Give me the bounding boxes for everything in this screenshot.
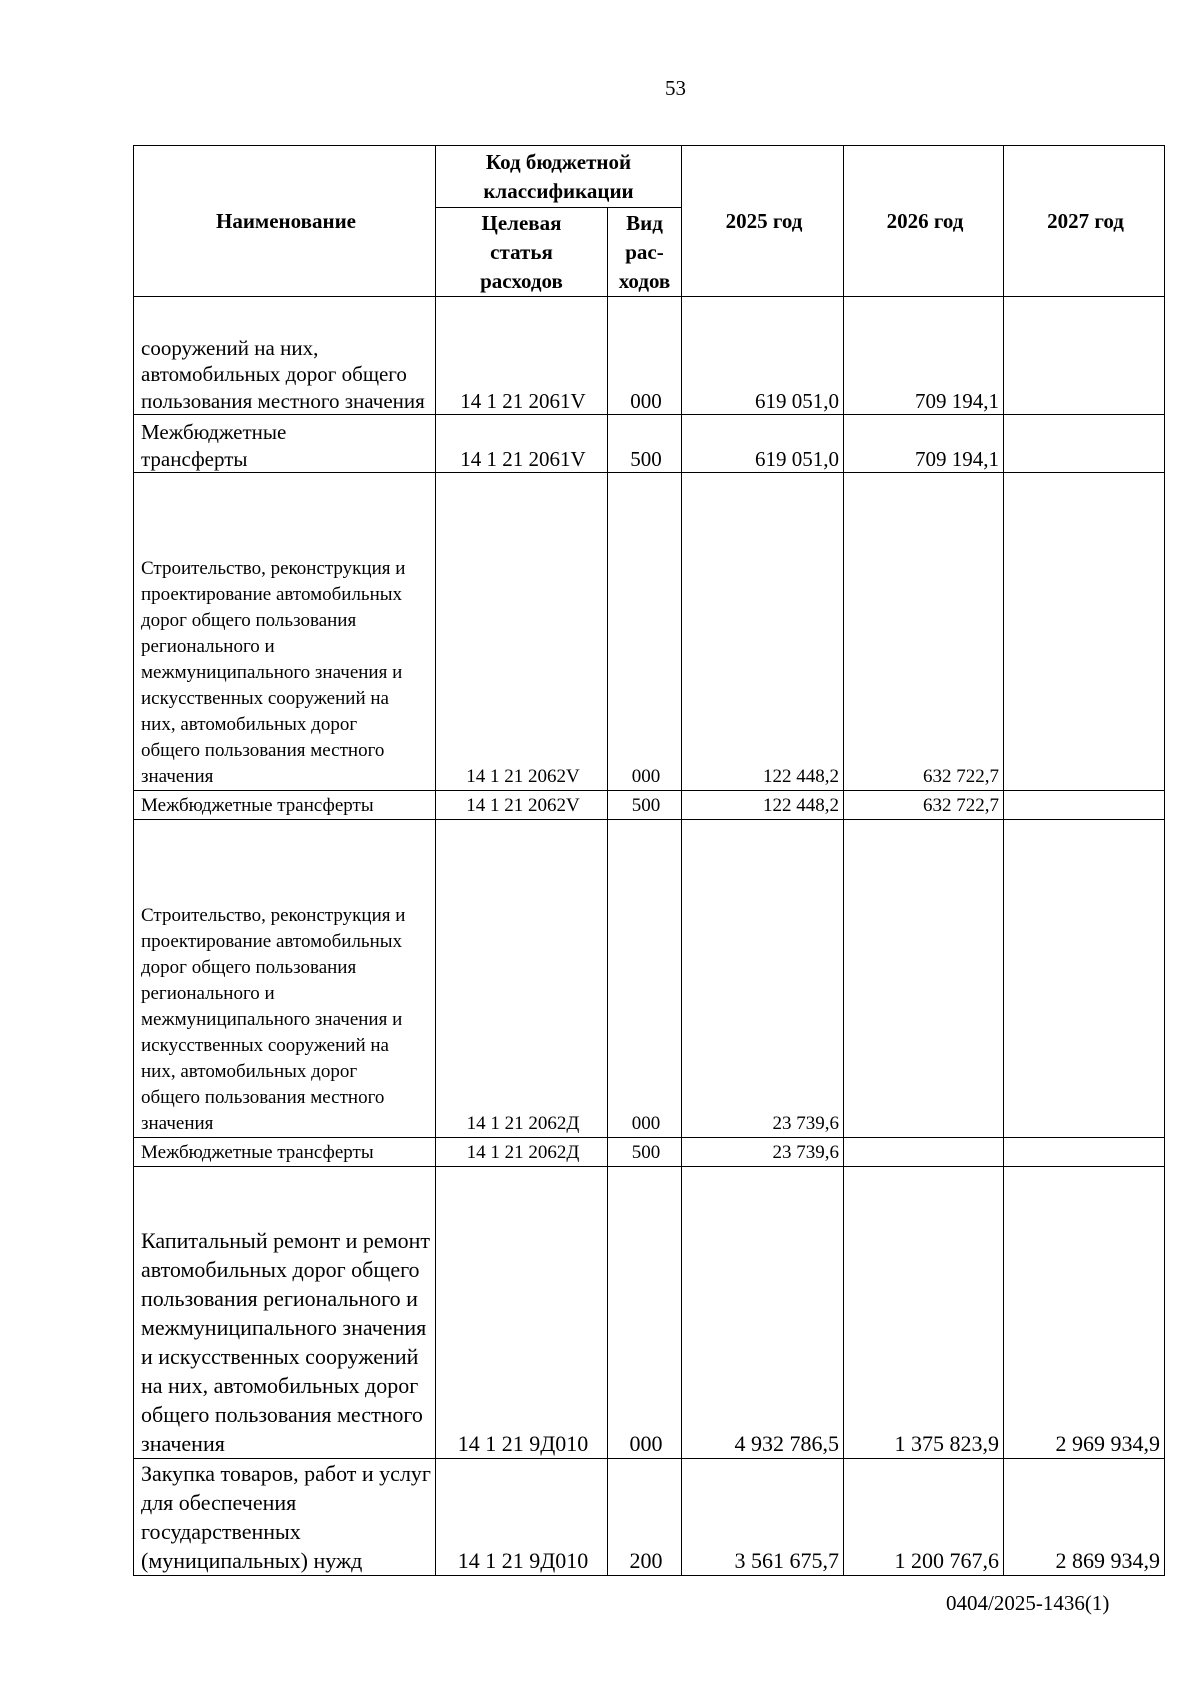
row-value-2027 [1004, 473, 1165, 791]
header-bcc-group: Код бюджетной классификации [436, 146, 682, 208]
row-value-2025: 23 739,6 [682, 1138, 844, 1167]
row-value-2026 [844, 1138, 1004, 1167]
row-value-2027 [1004, 791, 1165, 820]
row-expense-kind: 000 [608, 297, 682, 415]
row-target-code: 14 1 21 9Д010 [436, 1459, 608, 1576]
row-name: сооружений на них, автомобильных дорог общего пользования местного значения [134, 297, 436, 415]
row-target-code: 14 1 21 2061V [436, 415, 608, 473]
row-value-2027: 2 869 934,9 [1004, 1459, 1165, 1576]
document-code: 0404/2025-1436(1) [946, 1591, 1110, 1615]
row-value-2025: 3 561 675,7 [682, 1459, 844, 1576]
header-expense-kind: Вид рас-ходов [608, 208, 682, 297]
row-target-code: 14 1 21 2062Д [436, 1138, 608, 1167]
header-2025: 2025 год [682, 146, 844, 297]
row-expense-kind: 500 [608, 415, 682, 473]
table-row [134, 820, 1165, 1138]
header-2027: 2027 год [1004, 146, 1165, 297]
table-row [134, 1138, 1165, 1167]
row-value-2026: 1 200 767,6 [844, 1459, 1004, 1576]
row-value-2025: 619 051,0 [682, 415, 844, 473]
row-value-2026 [844, 820, 1004, 1138]
row-target-code: 14 1 21 2061V [436, 297, 608, 415]
row-expense-kind: 500 [608, 791, 682, 820]
row-value-2026: 709 194,1 [844, 415, 1004, 473]
budget-table [133, 145, 1165, 1576]
row-target-code: 14 1 21 9Д010 [436, 1167, 608, 1459]
row-value-2026: 632 722,7 [844, 473, 1004, 791]
header-name: Наименование [134, 146, 436, 297]
row-value-2025: 122 448,2 [682, 473, 844, 791]
row-target-code: 14 1 21 2062V [436, 473, 608, 791]
row-value-2026: 709 194,1 [844, 297, 1004, 415]
table-row [134, 1167, 1165, 1459]
table-header [134, 146, 1165, 297]
row-value-2025: 122 448,2 [682, 791, 844, 820]
row-name: Строительство, реконструкция и проектирование автомобильных дорог общего пользования регионального и межмуниципального значения и искусственных сооружений на них, автомобильных дорог общего пользования местного значения [134, 820, 436, 1138]
table-row [134, 415, 1165, 473]
table-row [134, 1459, 1165, 1576]
table-row [134, 297, 1165, 415]
row-target-code: 14 1 21 2062V [436, 791, 608, 820]
row-name: Межбюджетные трансферты [134, 791, 436, 820]
row-name: Строительство, реконструкция и проектирование автомобильных дорог общего пользования регионального и межмуниципального значения и искусственных сооружений на них, автомобильных дорог общего пользования местного значения [134, 473, 436, 791]
row-expense-kind: 000 [608, 1167, 682, 1459]
row-name: Капитальный ремонт и ремонт автомобильных дорог общего пользования регионального и межмуниципального значения и искусственных сооружений на них, автомобильных дорог общего пользования местного значения [134, 1167, 436, 1459]
row-expense-kind: 200 [608, 1459, 682, 1576]
row-value-2027 [1004, 297, 1165, 415]
row-value-2025: 23 739,6 [682, 820, 844, 1138]
row-value-2025: 619 051,0 [682, 297, 844, 415]
row-name: Закупка товаров, работ и услуг для обеспечения государственных (муниципальных) нужд [134, 1459, 436, 1576]
row-name: Межбюджетные трансферты [134, 1138, 436, 1167]
row-name: Межбюджетные трансферты [134, 415, 436, 473]
header-target-article: Целевая статья расходов [436, 208, 608, 297]
row-value-2026: 1 375 823,9 [844, 1167, 1004, 1459]
row-expense-kind: 000 [608, 820, 682, 1138]
row-target-code: 14 1 21 2062Д [436, 820, 608, 1138]
row-value-2027 [1004, 1138, 1165, 1167]
header-2026: 2026 год [844, 146, 1004, 297]
page-number: 53 [665, 76, 686, 100]
row-value-2027 [1004, 415, 1165, 473]
table-row [134, 473, 1165, 791]
row-value-2027: 2 969 934,9 [1004, 1167, 1165, 1459]
row-expense-kind: 000 [608, 473, 682, 791]
row-value-2027 [1004, 820, 1165, 1138]
table-row [134, 791, 1165, 820]
row-value-2025: 4 932 786,5 [682, 1167, 844, 1459]
row-expense-kind: 500 [608, 1138, 682, 1167]
row-value-2026: 632 722,7 [844, 791, 1004, 820]
